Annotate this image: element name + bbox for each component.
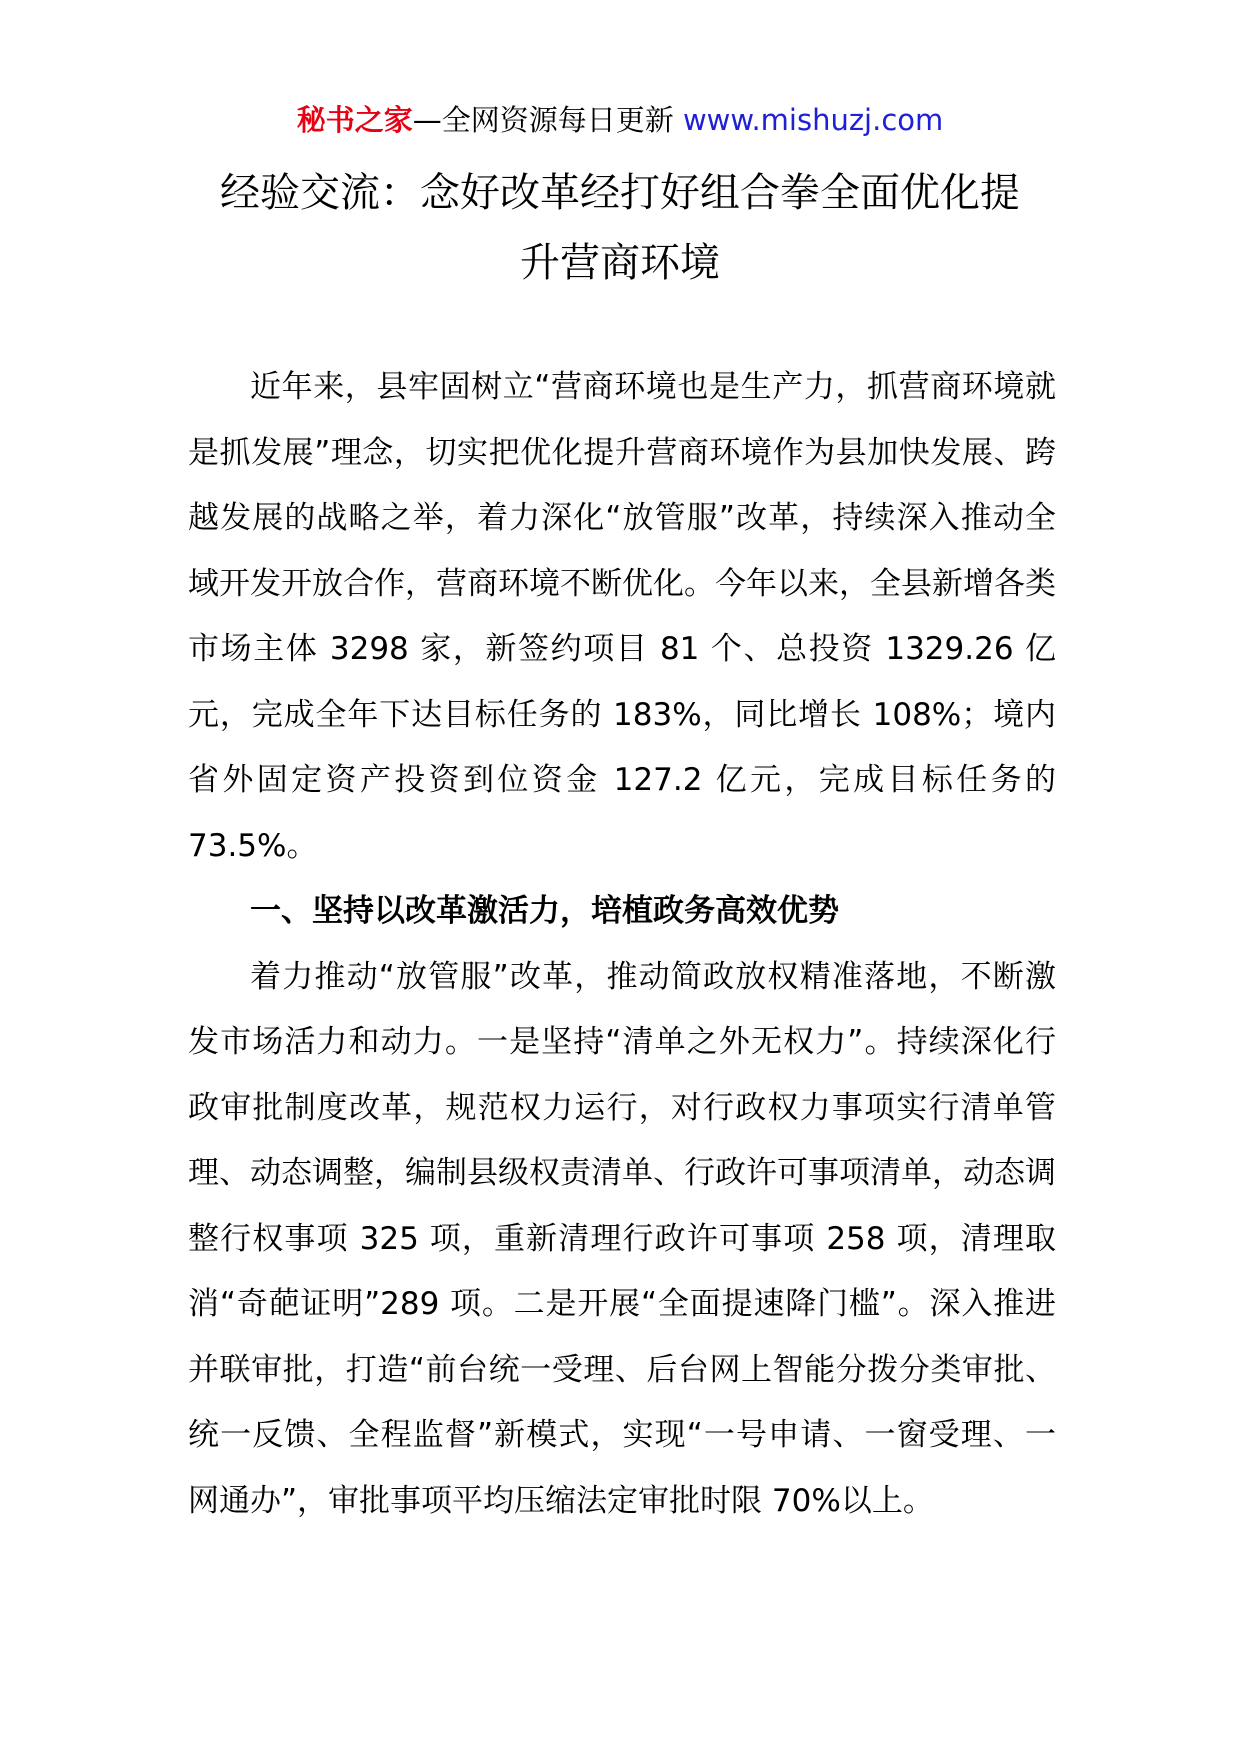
header-slogan: —全网资源每日更新: [412, 103, 674, 137]
document-body: [188, 355, 1056, 1534]
intro-paragraph: 近年来，县牢固树立“营商环境也是生产力，抓营商环境就是抓发展”理念，切实把优化提升营商环境作为县加快发展、跨越发展的战略之举，着力深化“放管服”改革，持续深入推动全域开发开放合作，营商环境不断优化。今年以来，全县新增各类市场主体 3298 家，新签约项目 81 个、总投资 1329.26 亿元，完成全年下达目标任务的 183%，同比增长 108%；境内省外固定资产投资到位资金 127.2 亿元，完成目标任务的 73.5%。: [188, 369, 1056, 864]
header-url-link[interactable]: www.mishuzj.com: [682, 103, 944, 137]
document-title: [150, 158, 1090, 298]
brand-name: 秘书之家: [296, 103, 413, 137]
title-line-2: 升营商环境: [520, 240, 720, 286]
section-1-paragraph: 着力推动“放管服”改革，推动简政放权精准落地，不断激发市场活力和动力。一是坚持“清单之外无权力”。持续深化行政审批制度改革，规范权力运行，对行政权力事项实行清单管理、动态调整，编制县级权责清单、行政许可事项清单，动态调整行权事项 325 项，重新清理行政许可事项 258 项，清理取消“奇葩证明”289 项。二是开展“全面提速降门槛”。深入推进并联审批，打造“前台统一受理、后台网上智能分拨分类审批、统一反馈、全程监督”新模式，实现“一号申请、一窗受理、一网通办”，审批事项平均压缩法定审批时限 70%以上。: [188, 958, 1056, 1519]
title-line-1: 经验交流：念好改革经打好组合拳全面优化提: [220, 170, 1020, 216]
section-heading-1: 一、坚持以改革激活力，培植政务高效优势: [250, 893, 839, 929]
site-header: [0, 100, 1240, 140]
